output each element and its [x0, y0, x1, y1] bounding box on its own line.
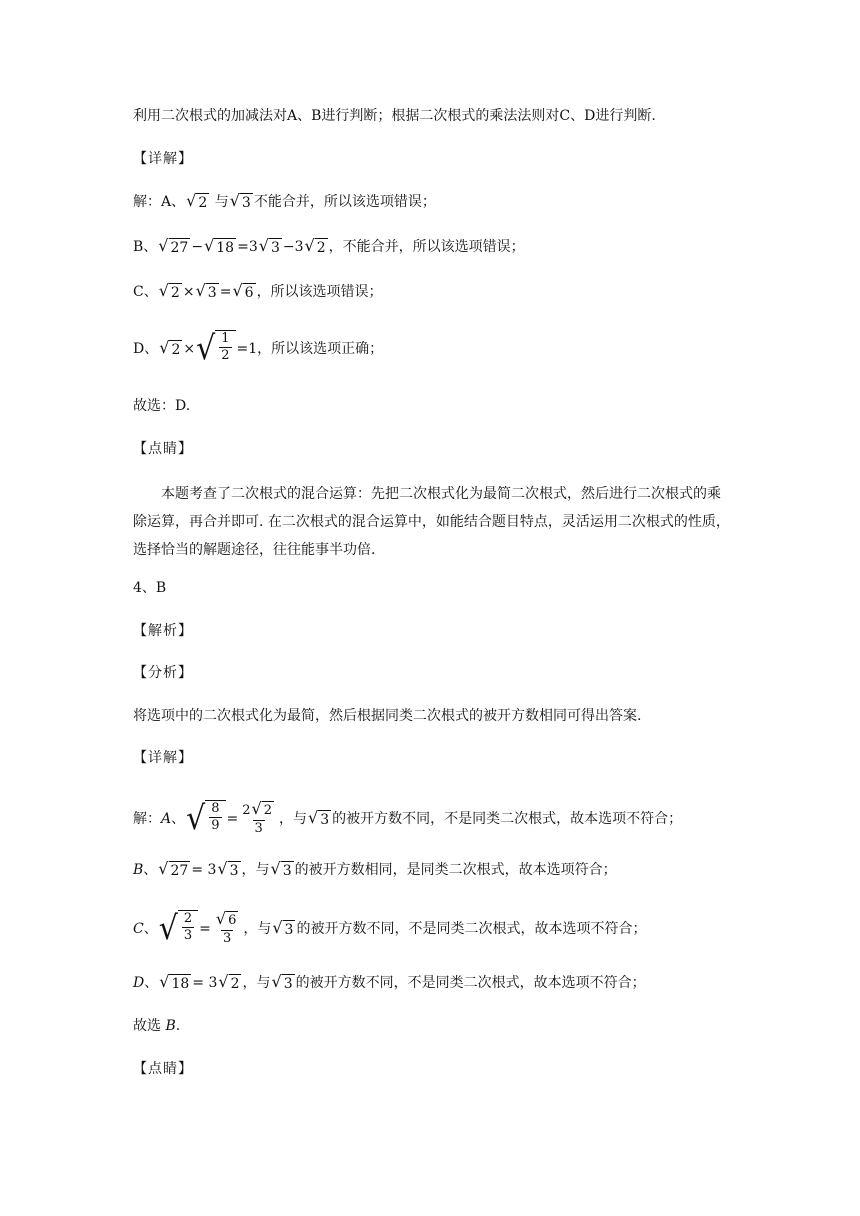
solution-b-line	[133, 237, 525, 257]
text: ×	[182, 284, 195, 300]
text: ，与	[241, 862, 270, 878]
solution2-a-line	[133, 800, 682, 838]
fraction: 2 √ 2 3	[242, 799, 273, 836]
sqrt-symbol: √ 3	[271, 971, 293, 992]
text: −	[191, 239, 204, 255]
sqrt-symbol: √ 27	[158, 235, 189, 256]
option-label: C	[133, 921, 144, 937]
sqrt-symbol: √ 2	[218, 971, 240, 992]
text: ，不能合并，所以该选项错误；	[328, 239, 525, 255]
sqrt-symbol: √ 2	[186, 190, 208, 211]
text: ，所以该选项错误；	[256, 284, 383, 300]
text: =	[199, 921, 211, 937]
text: 、	[143, 921, 158, 937]
text: 、	[144, 975, 159, 991]
text: 与	[214, 194, 229, 210]
sqrt-symbol: √ 18	[204, 235, 235, 256]
solution2-d-line	[133, 973, 646, 993]
text: 解：	[133, 811, 161, 827]
text: ，与	[242, 975, 271, 991]
text: = 3	[191, 862, 217, 878]
sqrt-symbol: √ 3	[272, 917, 294, 938]
sqrt-fraction: √ $\frac{8}{9}$	[186, 800, 225, 838]
text: 不能合并，所以该选项错误；	[253, 194, 436, 210]
sqrt-symbol: √ 2	[159, 337, 181, 358]
sqrt-symbol: √ 6	[232, 280, 254, 301]
text: 、	[143, 862, 158, 878]
sqrt-symbol: √ 3	[270, 858, 292, 879]
text: ，与	[243, 921, 272, 937]
heading-parse: 【解析】	[133, 623, 193, 639]
solution2-c-line	[133, 910, 646, 948]
sqrt-symbol: √ 3	[229, 190, 251, 211]
sqrt-symbol: √ 3	[308, 807, 330, 828]
solution-c-line	[133, 282, 383, 302]
option-label: A	[161, 811, 172, 827]
sqrt-symbol: √ 27	[158, 858, 189, 879]
text: =	[226, 811, 239, 827]
sqrt-fraction: √ $\frac{2}{3}$	[159, 910, 198, 948]
fraction: √ 6 3	[215, 909, 237, 946]
solution-d-line	[133, 330, 383, 368]
sqrt-fraction: √ $\frac{1}{2}$	[196, 330, 235, 368]
text: =1，所以该选项正确；	[236, 341, 384, 357]
heading-detail: 【详解】	[133, 151, 193, 167]
sqrt-symbol: √ 3	[195, 280, 217, 301]
text: ×	[183, 341, 196, 357]
text: D、	[133, 341, 159, 357]
option-label: D	[133, 975, 145, 991]
sqrt-symbol: √ 3	[258, 235, 280, 256]
solution2-b-line	[133, 860, 617, 880]
text: ，与	[279, 811, 308, 827]
text: =	[219, 284, 232, 300]
text: 解：A、	[133, 194, 186, 210]
text: 的被开方数不同，不是同类二次根式，故本选项不符合；	[295, 975, 646, 991]
text: 的被开方数相同，是同类二次根式，故本选项符合；	[294, 862, 617, 878]
text: −3	[282, 239, 304, 255]
heading-analysis: 【分析】	[133, 665, 193, 681]
text: 故选	[133, 1018, 166, 1034]
analysis-text: 将选项中的二次根式化为最简，然后根据同类二次根式的被开方数相同可得出答案.	[133, 708, 642, 724]
heading-remark: 【点睛】	[133, 441, 193, 457]
question-4-answer: 4、B	[133, 580, 167, 596]
heading-remark-2: 【点睛】	[133, 1061, 193, 1077]
analysis-line: 利用二次根式的加减法对A、B进行判断；根据二次根式的乘法法则对C、D进行判断.	[133, 108, 656, 124]
text: = 3	[192, 975, 218, 991]
text: =3	[237, 239, 258, 255]
text: .	[175, 1018, 181, 1034]
remark-paragraph: 本题考查了二次根式的混合运算：先把二次根式化为最简二次根式，然后进行二次根式的乘除运算，再合并即可. 在二次根式的混合运算中，如能结合题目特点，灵活运用二次根式的性质，选择恰当的解题途径，往往能事半功倍.	[133, 486, 730, 558]
sqrt-symbol: √ 2	[158, 280, 180, 301]
text: 的被开方数不同，不是同类二次根式，故本选项不符合；	[296, 921, 647, 937]
text: 、	[171, 811, 186, 827]
option-label: B	[133, 862, 144, 878]
solution-a-line	[133, 192, 436, 212]
choose-answer-1: 故选：D.	[133, 398, 191, 414]
text: B、	[133, 239, 158, 255]
sqrt-symbol: √ 2	[304, 235, 326, 256]
choose-answer-2	[133, 1016, 180, 1036]
option-label: B	[165, 1018, 176, 1034]
text: C、	[133, 284, 158, 300]
heading-detail-2: 【详解】	[133, 750, 193, 766]
sqrt-symbol: √ 3	[217, 858, 239, 879]
text: 的被开方数不同，不是同类二次根式，故本选项不符合；	[332, 811, 683, 827]
sqrt-symbol: √ 18	[159, 971, 190, 992]
